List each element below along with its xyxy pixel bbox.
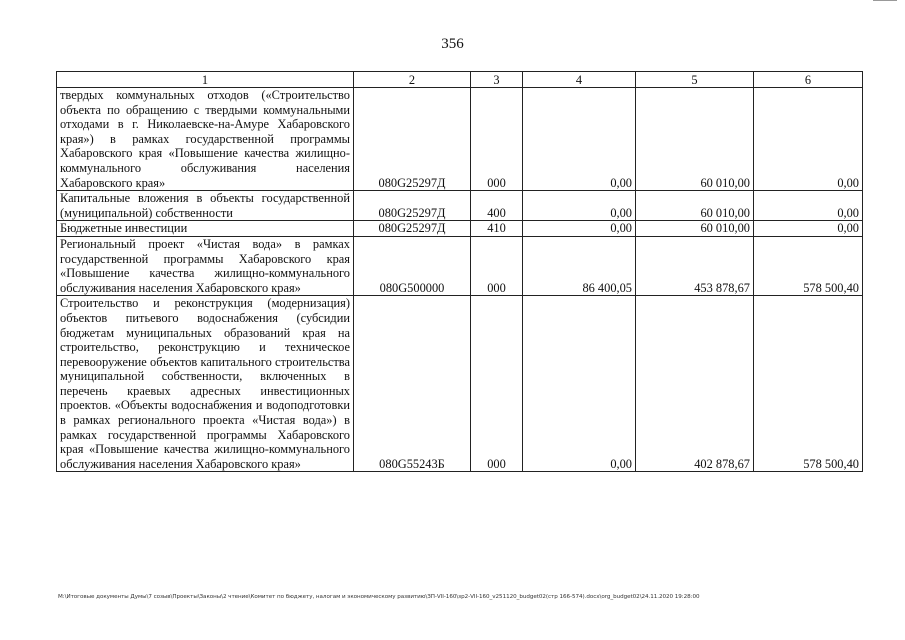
header-col-1: 1 (57, 72, 354, 88)
row-col5: 453 878,67 (636, 236, 754, 295)
row-type: 400 (471, 191, 523, 221)
table-row (57, 296, 863, 472)
row-code: 080G500000 (354, 236, 471, 295)
footer-file-path: M:\Итоговые документы Думы\7 созыв\Проекты\Законы\2 чтение\Комитет по бюджету, налогам и экономическому развитию\ЗП-VII-160\зр2-VII-160_v251120_budget02(стр 166-574).docx\org_budget02\24.11.2020 19:28:00 (58, 594, 700, 600)
row-description: Региональный проект «Чистая вода» в рамках государственной программы Хабаровского края «Повышение качества жилищно-коммунального обслуживания населения Хабаровского края» (57, 236, 354, 295)
row-col6: 0,00 (754, 191, 863, 221)
row-code: 080G25297Д (354, 88, 471, 191)
row-col4: 0,00 (523, 296, 636, 472)
header-col-5: 5 (636, 72, 754, 88)
table-row (57, 236, 863, 295)
row-col6: 0,00 (754, 88, 863, 191)
table-row (57, 221, 863, 237)
row-description: Бюджетные инвестиции (57, 221, 354, 237)
row-type: 000 (471, 296, 523, 472)
row-type: 000 (471, 88, 523, 191)
table-row (57, 191, 863, 221)
row-description: твердых коммунальных отходов («Строительство объекта по обращению с твердыми коммунальными отходами в г. Николаевске-на-Амуре Хабаровского края») в рамках государственной программы Хабаровского края «Повышение качества жилищно-коммунального обслуживания населения Хабаровского края» (57, 88, 354, 191)
row-description: Капитальные вложения в объекты государственной (муниципальной) собственности (57, 191, 354, 221)
row-col4: 0,00 (523, 221, 636, 237)
row-code: 080G25297Д (354, 221, 471, 237)
row-col4: 0,00 (523, 88, 636, 191)
header-col-2: 2 (354, 72, 471, 88)
row-type: 000 (471, 236, 523, 295)
header-col-3: 3 (471, 72, 523, 88)
row-col5: 60 010,00 (636, 88, 754, 191)
row-code: 080G55243Б (354, 296, 471, 472)
row-col6: 0,00 (754, 221, 863, 237)
header-col-6: 6 (754, 72, 863, 88)
corner-mark (873, 0, 897, 3)
row-col5: 402 878,67 (636, 296, 754, 472)
row-description: Строительство и реконструкция (модернизация) объектов питьевого водоснабжения (субсидии бюджетам муниципальных образований края на строительство, реконструкцию и техническое перевооружение объектов капитального строительства муниципальной собственности, включенных в перечень краевых адресных инвестиционных проектов. «Объекты водоснабжения и водоподготовки в рамках регионального проекта «Чистая вода») в рамках государственной программы Хабаровского края «Повышение качества жилищно-коммунального обслуживания населения Хабаровского края» (57, 296, 354, 472)
page-number: 356 (441, 36, 464, 52)
row-col6: 578 500,40 (754, 236, 863, 295)
row-col4: 0,00 (523, 191, 636, 221)
row-col4: 86 400,05 (523, 236, 636, 295)
row-col5: 60 010,00 (636, 191, 754, 221)
budget-table (56, 71, 863, 472)
header-col-4: 4 (523, 72, 636, 88)
row-type: 410 (471, 221, 523, 237)
row-code: 080G25297Д (354, 191, 471, 221)
row-col5: 60 010,00 (636, 221, 754, 237)
row-col6: 578 500,40 (754, 296, 863, 472)
table-header-row (57, 72, 863, 88)
table-row (57, 88, 863, 191)
